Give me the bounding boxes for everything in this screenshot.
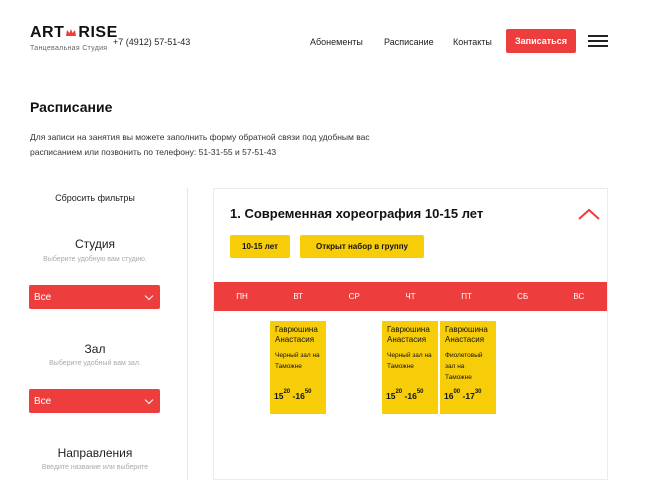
lesson-time: $15^{20}$ $-16^{50}$ bbox=[274, 389, 312, 401]
lesson-hall: Черный зал на Таможне bbox=[387, 352, 432, 370]
lesson-hall: Черный зал на Таможне bbox=[275, 352, 320, 370]
chevron-down-icon bbox=[145, 292, 153, 300]
filter-studio-label: Студия bbox=[74, 237, 116, 251]
menu-icon[interactable] bbox=[588, 35, 608, 48]
lesson-teacher: Гаврюшина Анастасия bbox=[445, 325, 488, 344]
weekday-fri: ПТ bbox=[461, 292, 472, 301]
weekday-mon: ПН bbox=[236, 292, 248, 301]
nav-link-contacts[interactable]: Контакты bbox=[453, 37, 492, 47]
logo-wordmark bbox=[30, 24, 118, 42]
weekday-sun: ВС bbox=[573, 292, 585, 301]
reset-filters-link[interactable]: Сбросить фильтры bbox=[55, 193, 135, 203]
enrollment-tag: Открыт набор в группу bbox=[300, 235, 424, 258]
nav-link-subscriptions[interactable]: Абонементы bbox=[310, 37, 363, 47]
filter-hall-value: Все bbox=[34, 395, 52, 407]
weekday-wed: СР bbox=[348, 292, 360, 301]
filter-hall-select[interactable] bbox=[29, 389, 160, 413]
lesson-tuesday[interactable] bbox=[270, 321, 326, 414]
weekday-tue: ВТ bbox=[293, 292, 304, 301]
logo-subtitle: Танцевальная Студия bbox=[30, 45, 108, 52]
lesson-time: $16^{00}$ $-17^{30}$ bbox=[444, 389, 482, 401]
weekday-thu: ЧТ bbox=[405, 292, 416, 301]
header-phone[interactable]: +7 (4912) 57-51-43 bbox=[113, 37, 191, 47]
intro-text: Для записи на занятия вы можете заполнить форму обратной связи под удобным вас расписанием или позвонить по телефону: 51-31-55 и 57-51-43 bbox=[30, 132, 370, 157]
filter-direction-label: Направления bbox=[57, 446, 133, 460]
chevron-up-icon[interactable] bbox=[578, 208, 600, 220]
lesson-hall: Фиолетовый зал на Таможне bbox=[445, 352, 483, 381]
chevron-down-icon bbox=[145, 396, 153, 404]
filter-studio-hint: Выберите удобную вам студию. bbox=[43, 256, 147, 263]
filter-studio-select[interactable] bbox=[29, 285, 160, 309]
filter-hall-label: Зал bbox=[84, 342, 106, 356]
crown-icon bbox=[66, 28, 76, 38]
filter-studio-value: Все bbox=[34, 291, 52, 303]
filter-direction-hint: Введите название или выберите bbox=[41, 464, 149, 471]
signup-button[interactable]: Записаться bbox=[506, 29, 576, 53]
page-title: Расписание bbox=[30, 99, 113, 115]
weekday-header bbox=[214, 282, 607, 311]
sidebar-divider bbox=[187, 188, 188, 480]
logo[interactable] bbox=[30, 24, 118, 52]
lesson-time: $15^{20}$ $-16^{50}$ bbox=[386, 389, 424, 401]
nav-link-schedule[interactable]: Расписание bbox=[384, 37, 434, 47]
weekday-sat: СБ bbox=[517, 292, 529, 301]
lesson-teacher: Гаврюшина Анастасия bbox=[275, 325, 318, 344]
age-tag: 10-15 лет bbox=[230, 235, 290, 258]
card-title: 1. Современная хореография 10-15 лет bbox=[230, 206, 484, 221]
logo-text-right: RISE bbox=[78, 24, 118, 41]
lesson-friday[interactable] bbox=[440, 321, 496, 414]
logo-text-left: ART bbox=[30, 24, 65, 41]
lesson-teacher: Гаврюшина Анастасия bbox=[387, 325, 430, 344]
schedule-card bbox=[213, 188, 608, 480]
filter-hall-hint: Выберите удобный вам зал. bbox=[49, 360, 141, 367]
lesson-thursday[interactable] bbox=[382, 321, 438, 414]
